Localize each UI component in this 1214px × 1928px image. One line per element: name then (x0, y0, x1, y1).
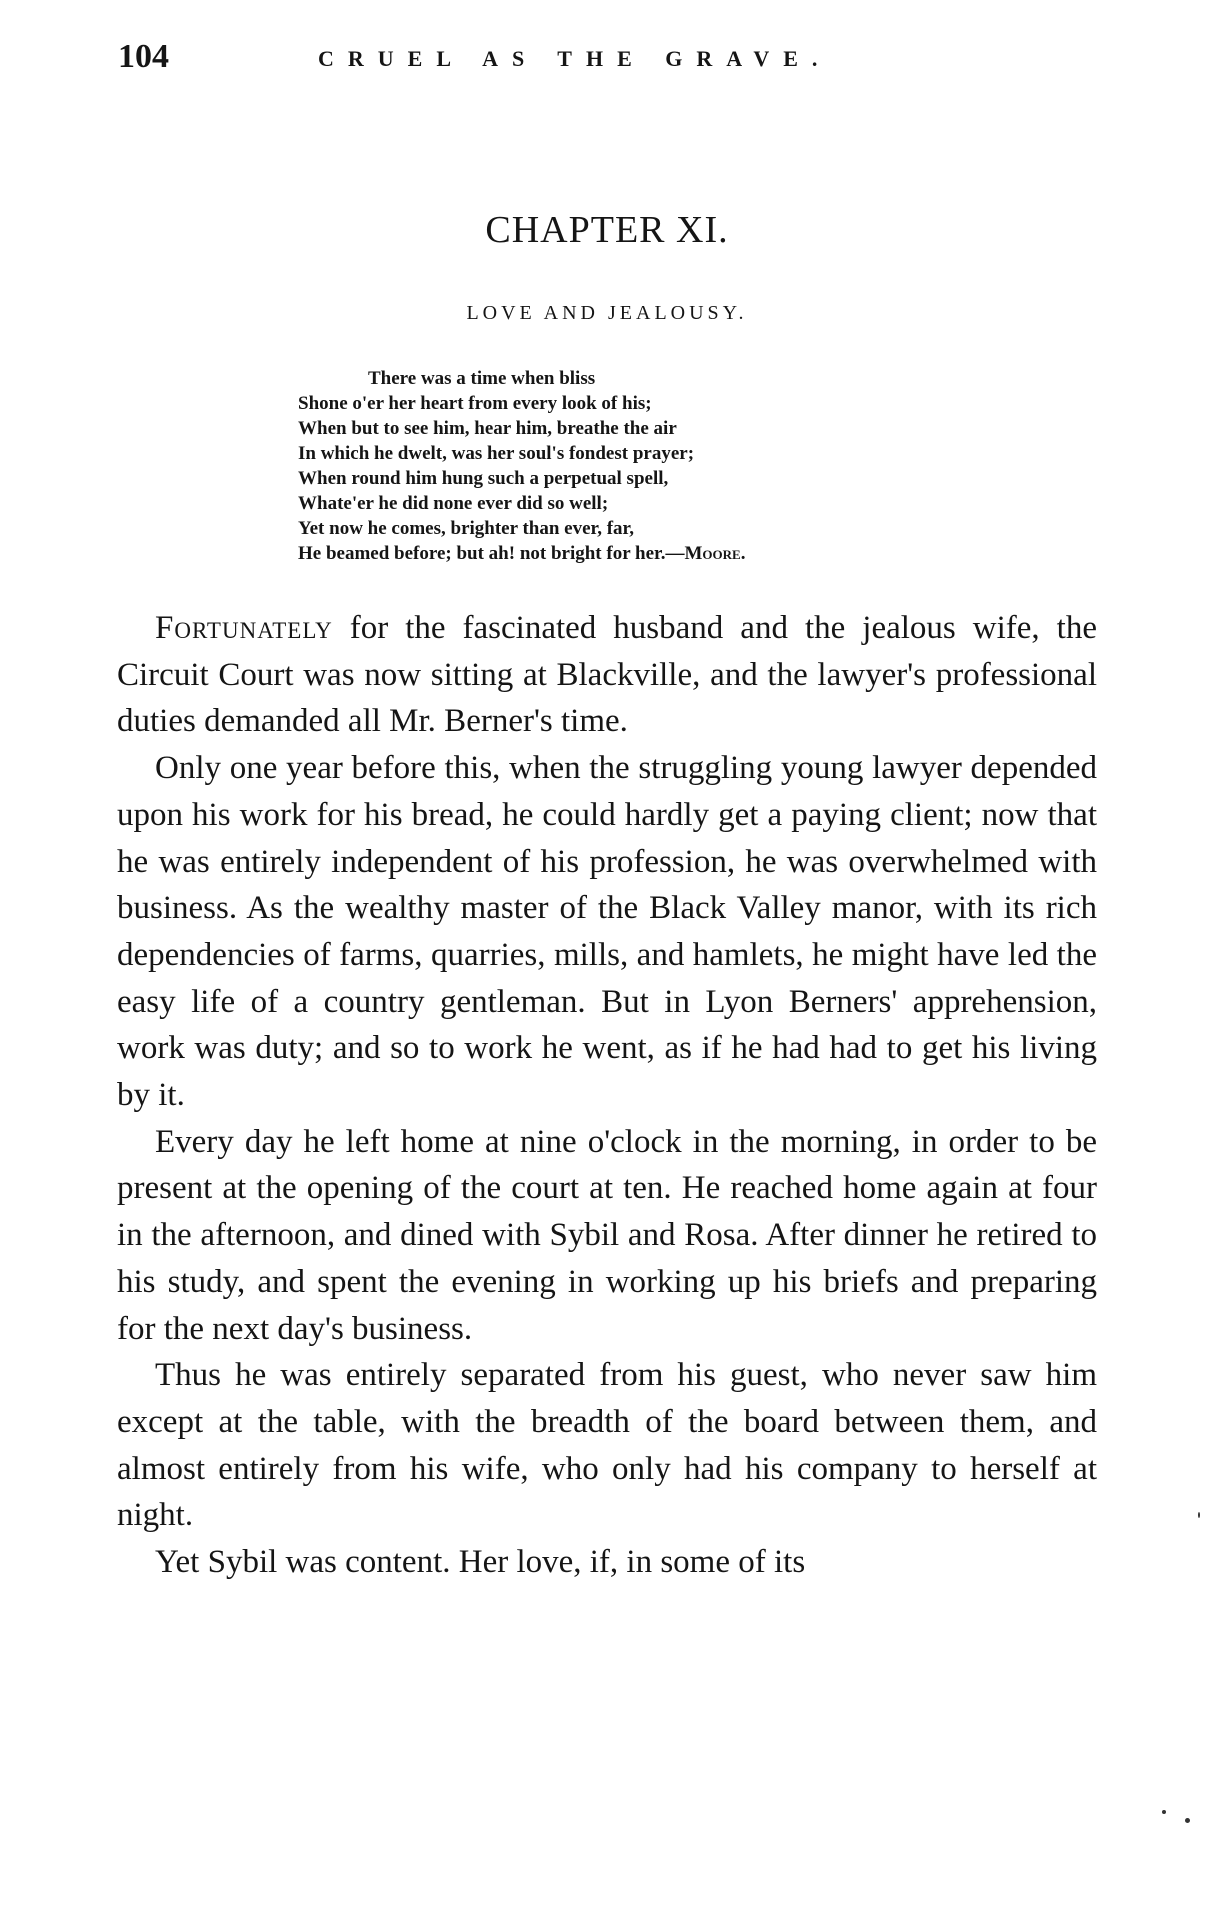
paragraph (117, 605, 1097, 745)
epigraph-line: Shone o'er her heart from every look of his; (298, 393, 652, 414)
print-speck (1162, 1810, 1166, 1814)
paragraph: Every day he left home at nine o'clock in the morning, in order to be present at the opening of the court at ten. He reached home again at four in the afternoon, and dined with Sybil and Rosa. After dinner he retired to his study, and spent the evening in working up his briefs and preparing for the next day's business. (117, 1123, 1097, 1347)
paragraph-lead-word: Fortunately (155, 610, 333, 646)
running-head (118, 38, 1118, 78)
epigraph-line: In which he dwelt, was her soul's fondest prayer; (298, 443, 695, 464)
epigraph-line: Yet now he comes, brighter than ever, far, (298, 518, 634, 539)
epigraph-attribution: —Moore. (665, 543, 746, 564)
print-speck (1198, 1512, 1200, 1518)
epigraph-line: Whate'er he did none ever did so well; (298, 493, 609, 514)
paragraph: Only one year before this, when the struggling young lawyer depended upon his work for his bread, he could hardly get a paying client; now that he was entirely independent of his profession, he was overwhelmed with business. As the wealthy master of the Black Valley manor, with its rich dependencies of farms, quarries, mills, and hamlets, he might have led the easy life of a country gentleman. But in Lyon Berners' apprehension, work was duty; and so to work he went, as if he had had to get his living by it. (117, 750, 1097, 1114)
epigraph-line: He beamed before; but ah! not bright for her. (298, 543, 666, 564)
running-title: CRUEL AS THE GRAVE. (318, 46, 832, 71)
epigraph-line: When round him hung such a perpetual spell, (298, 468, 669, 489)
epigraph (298, 366, 1018, 566)
print-speck (1185, 1818, 1190, 1823)
epigraph-line: There was a time when bliss (368, 368, 596, 389)
paragraph: Yet Sybil was content. Her love, if, in some of its (155, 1544, 806, 1581)
epigraph-last-line (298, 541, 1018, 566)
chapter-title: CHAPTER XI. (485, 209, 729, 251)
paragraph-text: for the fascinated husband and the jealous wife, the Circuit Court was now sitting at Blackville, and the lawyer's professional duties demanded all Mr. Berner's time. (117, 610, 1097, 740)
page-number: 104 (118, 38, 169, 75)
body-text (117, 605, 1097, 1586)
epigraph-line: When but to see him, hear him, breathe the air (298, 418, 677, 439)
chapter-subtitle: LOVE AND JEALOUSY. (466, 302, 748, 324)
paragraph: Thus he was entirely separated from his guest, who never saw him except at the table, with the breadth of the board between them, and almost entirely from his wife, who only had his company to herself at night. (117, 1357, 1097, 1534)
